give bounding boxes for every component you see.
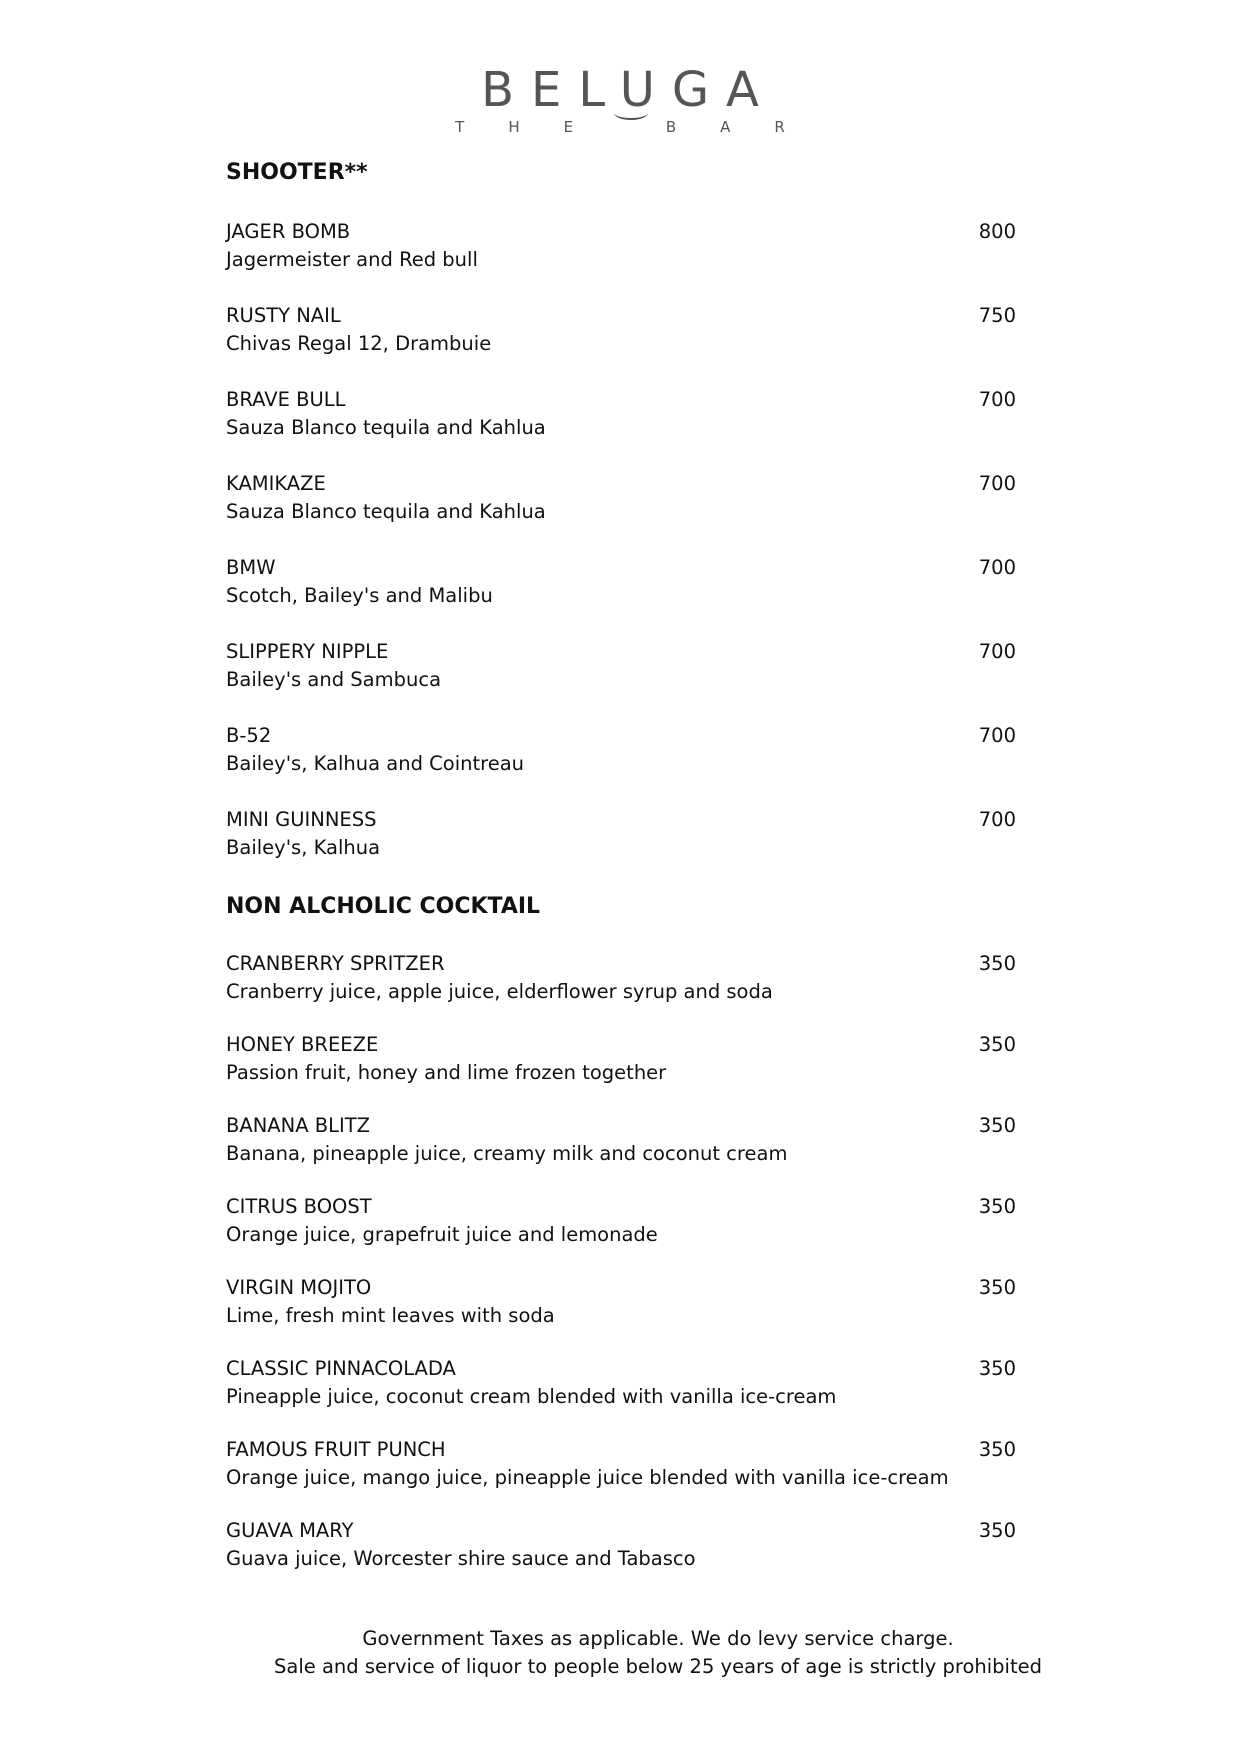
item-name: SLIPPERY NIPPLE (226, 640, 389, 663)
item-description: Cranberry juice, apple juice, elderflower syrup and soda (226, 980, 773, 1003)
item-price: 700 (978, 808, 1016, 831)
menu-item (226, 218, 1016, 274)
menu-item (226, 1112, 1016, 1168)
menu-item (226, 1355, 1016, 1411)
item-price: 750 (978, 304, 1016, 327)
logo-subtitle: THE BAR (455, 118, 829, 136)
item-price: 700 (978, 724, 1016, 747)
item-description: Guava juice, Worcester shire sauce and Tabasco (226, 1547, 696, 1570)
item-description: Orange juice, mango juice, pineapple juice blended with vanilla ice-cream (226, 1466, 949, 1489)
item-description: Bailey's, Kalhua and Cointreau (226, 752, 525, 775)
footer-age-note: Sale and service of liquor to people below 25 years of age is strictly prohibited (274, 1655, 1042, 1678)
item-description: Passion fruit, honey and lime frozen together (226, 1061, 667, 1084)
menu-item (226, 470, 1016, 526)
item-name: HONEY BREEZE (226, 1033, 379, 1056)
item-description: Chivas Regal 12, Drambuie (226, 332, 492, 355)
item-price: 700 (978, 472, 1016, 495)
item-description: Sauza Blanco tequila and Kahlua (226, 416, 546, 439)
item-price: 350 (978, 1438, 1016, 1461)
item-price: 350 (978, 1033, 1016, 1056)
menu-item (226, 1274, 1016, 1330)
item-price: 350 (978, 1195, 1016, 1218)
item-name: B-52 (226, 724, 272, 747)
item-description: Jagermeister and Red bull (226, 248, 478, 271)
item-price: 350 (978, 1114, 1016, 1137)
menu-item (226, 806, 1016, 862)
menu-item (226, 1031, 1016, 1087)
item-name: RUSTY NAIL (226, 304, 341, 327)
item-name: CRANBERRY SPRITZER (226, 952, 445, 975)
logo-wordmark: BELUGA (481, 62, 776, 118)
item-description: Lime, fresh mint leaves with soda (226, 1304, 555, 1327)
item-price: 700 (978, 640, 1016, 663)
menu-item (226, 950, 1016, 1006)
item-price: 350 (978, 1276, 1016, 1299)
menu-item (226, 302, 1016, 358)
menu-item (226, 1436, 1016, 1492)
item-description: Bailey's, Kalhua (226, 836, 381, 859)
footer-notice (226, 1625, 1090, 1681)
menu-item (226, 554, 1016, 610)
menu-item (226, 386, 1016, 442)
menu-item (226, 722, 1016, 778)
logo-swoosh-icon (614, 106, 648, 120)
item-price: 700 (978, 556, 1016, 579)
item-price: 350 (978, 1519, 1016, 1542)
item-name: BMW (226, 556, 276, 579)
item-name: CITRUS BOOST (226, 1195, 372, 1218)
section-shooter (226, 160, 1016, 862)
section-title: SHOOTER** (226, 160, 368, 185)
footer-tax-note: Government Taxes as applicable. We do levy service charge. (362, 1627, 954, 1650)
item-description: Scotch, Bailey's and Malibu (226, 584, 493, 607)
item-description: Sauza Blanco tequila and Kahlua (226, 500, 546, 523)
section-title: NON ALCHOLIC COCKTAIL (226, 894, 541, 919)
menu-list (226, 160, 1016, 1573)
menu-item (226, 638, 1016, 694)
item-price: 700 (978, 388, 1016, 411)
item-name: GUAVA MARY (226, 1519, 354, 1542)
item-description: Banana, pineapple juice, creamy milk and coconut cream (226, 1142, 788, 1165)
item-price: 800 (978, 220, 1016, 243)
item-price: 350 (978, 952, 1016, 975)
item-name: BRAVE BULL (226, 388, 346, 411)
item-name: JAGER BOMB (226, 220, 351, 243)
item-name: FAMOUS FRUIT PUNCH (226, 1438, 446, 1461)
item-description: Orange juice, grapefruit juice and lemonade (226, 1223, 658, 1246)
item-name: CLASSIC PINNACOLADA (226, 1357, 456, 1380)
menu-item (226, 1517, 1016, 1573)
item-name: KAMIKAZE (226, 472, 326, 495)
item-name: BANANA BLITZ (226, 1114, 371, 1137)
menu-item (226, 1193, 1016, 1249)
item-description: Bailey's and Sambuca (226, 668, 442, 691)
brand-logo (0, 62, 1240, 136)
section-non-alcoholic (226, 894, 1016, 1573)
item-description: Pineapple juice, coconut cream blended with vanilla ice-cream (226, 1385, 837, 1408)
item-price: 350 (978, 1357, 1016, 1380)
item-name: MINI GUINNESS (226, 808, 377, 831)
item-name: VIRGIN MOJITO (226, 1276, 372, 1299)
